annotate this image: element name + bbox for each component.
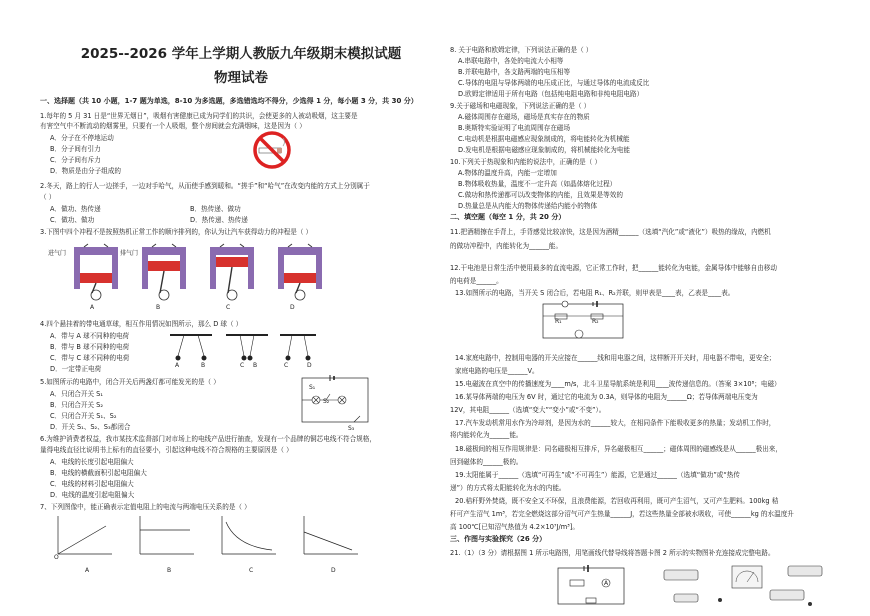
- q7-origin-a: O: [54, 554, 59, 561]
- q9-stem: 9.关于磁场和电磁现象，下列说法正确的是（ ）: [450, 102, 591, 110]
- q7-label-d: D: [331, 567, 336, 574]
- q8-option-d: D.欧姆定律适用于所有电路（包括纯电阻电路和非纯电阻电路）: [458, 90, 644, 98]
- intake-valve-label: 进气门: [48, 250, 67, 257]
- q20-line1: 20.秸秆野外焚烧，既不安全又不环保，且浪费能源，若回收再利用，既可产生沼气，又可产生肥料。100kg 秸: [455, 497, 779, 505]
- q8-option-b: B.并联电路中，各支路两端的电压相等: [458, 68, 571, 76]
- q6-option-b: B．电线的横截面积引起电阻偏大: [50, 469, 147, 477]
- q2-stem-line1: 2.冬天，路上的行人一边搓手，一边对手哈气，从而使手感到暖和。“搓手”和“哈气”在改变内能的方式上分别属于: [40, 182, 370, 190]
- section-choice-heading: 一、选择题（共 10 小题，1-7 题为单选，8-10 为多选题，多选错选均不得分，少选得 1 分，每小题 3 分，共 30 分）: [40, 97, 418, 105]
- q5-stem: 5.如图所示的电路中，闭合开关后两盏灯都可能发光的是（ ）: [40, 378, 220, 386]
- q14-line1: 14.家庭电路中，控制用电器的开关应接在______线和用电器之间，这样断开开关时，用电器不带电，更安全；: [455, 354, 776, 362]
- q14-line2: 家庭电路的电压是______V。: [455, 367, 539, 375]
- q5-option-a: A．只闭合开关 S₁: [50, 390, 103, 398]
- q2-stem-line2: （ ）: [40, 193, 56, 201]
- q6-option-d: D．电线的温度引起电阻偏大: [50, 491, 135, 499]
- engine-stroke-b: [142, 244, 186, 300]
- q2-option-c: C．做功、做功: [50, 216, 95, 224]
- exam-title: 2025--2026 学年上学期人教版九年级期末模拟试题: [80, 46, 402, 62]
- q5-s2-label: S₂: [323, 398, 330, 405]
- q4-option-d: D．一定带正电荷: [50, 365, 102, 373]
- q13-r2-label: R₂: [592, 318, 599, 325]
- q6-option-a: A．电线的长度引起电阻偏大: [50, 458, 134, 466]
- q5-circuit-diagram: [296, 372, 376, 430]
- q16-line1: 16.某导体两端的电压为 6V 时，通过它的电流为 0.3A，则导体的电阻为______Ω；若导体两端电压变为: [455, 393, 758, 401]
- q9-option-c: C.电动机是根据电磁感应现象制成的，将电能转化为机械能: [458, 135, 630, 143]
- q10-option-c: C.做功和热传递都可以改变物体的内能，且效果是等效的: [458, 191, 623, 199]
- q21-physical-circuit-figure: [660, 556, 830, 614]
- q1-option-a: A．分子在不停地运动: [50, 134, 114, 142]
- q1-stem-line2: 有害空气中不断流动的烟雾里，只要有一个人吸烟，整个房间就会充满烟味，这是因为（ ）: [40, 122, 306, 130]
- section-fill-heading: 二、填空题（每空 1 分，共 20 分）: [450, 213, 566, 221]
- ball-label-d: D: [307, 362, 312, 369]
- q4-option-c: C．带与 C 球不同种的电荷: [50, 354, 130, 362]
- q17-line2: 将内能转化为______能。: [450, 431, 523, 439]
- q7-label-c: C: [249, 567, 254, 574]
- q18-line2: 回到磁体的______极的。: [450, 458, 523, 466]
- ball-label-a: A: [175, 362, 180, 369]
- engine-stroke-a: [74, 244, 118, 300]
- q2-option-a: A．做功、热传递: [50, 205, 101, 213]
- q20-line3: 高 100℃[已知沼气热值为 4.2×10⁷J/m³]。: [450, 523, 579, 531]
- q5-option-b: B．只闭合开关 S₂: [50, 401, 104, 409]
- q19-line1: 19.太阳能属于______（选填“可再生”或“不可再生”）能源，它是通过______（选填“做功”或“热传: [455, 471, 740, 479]
- no-smoking-icon: [252, 130, 292, 170]
- engine-label-b: B: [156, 304, 161, 311]
- q4-option-b: B．带与 B 球不同种的电荷: [50, 343, 130, 351]
- engine-strokes-figure: [68, 243, 368, 303]
- q6-stem-line1: 6.为维护消费者权益，我市某技术监督部门对市场上的电线产品进行抽查，发现有一个品牌的铜芯电线不符合规格，: [40, 435, 376, 443]
- q6-stem-line2: 量得电线直径比说明书上标有的直径要小，引起这种电线不符合规格的主要原因是（ ）: [40, 446, 293, 454]
- q21-line: 21.（1）（3 分）请根据图 1 所示电路图，用笔画线代替导线将答题卡图 2 所示的实物图补充连接成完整电路。: [450, 549, 775, 557]
- q10-option-d: D.热量总是从内能大的物体传递给内能小的物体: [458, 202, 598, 210]
- q8-option-a: A.串联电路中，各处的电流大小相等: [458, 57, 564, 65]
- q8-option-c: C.导体的电阻与导体两端的电压成正比，与通过导体的电流成反比: [458, 79, 650, 87]
- q11-line2: 的做功冲程中，内能转化为______能。: [450, 242, 563, 250]
- engine-label-d: D: [290, 304, 295, 311]
- engine-stroke-c: [210, 244, 254, 300]
- ball-label-c1: C: [240, 362, 245, 369]
- q5-s1-label: S₁: [309, 384, 316, 391]
- ball-label-b2: B: [253, 362, 258, 369]
- q1-option-d: D．物质是由分子组成的: [50, 167, 122, 175]
- q7-graphs-figure: [50, 512, 370, 562]
- q10-option-b: B.物体吸收热量，温度不一定升高（如晶体熔化过程）: [458, 180, 617, 188]
- q16-line2: 12V，其电阻______（选填“变大”“变小”或“不变”）。: [450, 406, 606, 414]
- q9-option-b: B.奥斯特实验证明了电流周围存在磁场: [458, 124, 571, 132]
- q11-line1: 11.把酒精擦在手背上，手背感觉比较凉快，这是因为酒精______（选填“汽化”或“液化”）吸热的缘故，内燃机: [450, 228, 771, 236]
- q5-option-d: D．开关 S₁、S₂、S₃都闭合: [50, 423, 131, 431]
- q4-stem: 4.四个悬挂着的带电通草球，相互作用情况如图所示，那么 D 球（ ）: [40, 320, 243, 328]
- engine-label-a: A: [90, 304, 95, 311]
- q15-line: 15.电磁波在真空中的传播速度为____m/s，北斗卫星导航系统是利用____波传递信息的。（答案 3×10⁸；电磁）: [455, 380, 781, 388]
- q2-option-d: D．热传递、热传递: [190, 216, 248, 224]
- q10-option-a: A.物体的温度升高，内能一定增加: [458, 169, 557, 177]
- q18-line1: 18.磁极间的相互作用规律是：同名磁极相互排斥，异名磁极相互______；磁体周围的磁感线是从______极出来，: [455, 445, 782, 453]
- q19-line2: 递”）的方式将太阳能转化为水的内能。: [450, 484, 566, 492]
- q7-stem: 7、下列图像中，能正确表示定值电阻上的电流与两端电压关系的是（ ）: [40, 503, 251, 511]
- q1-option-b: B．分子间有引力: [50, 145, 101, 153]
- q13-circuit-diagram: [535, 298, 635, 344]
- q5-option-c: C．只闭合开关 S₁、S₂: [50, 412, 117, 420]
- ball-label-c2: C: [284, 362, 289, 369]
- q1-option-c: C．分子间有斥力: [50, 156, 101, 164]
- q3-stem: 3.下图中四个冲程不是按照热机正常工作的顺序排列的，你认为让汽车获得动力的冲程是（ ）: [40, 228, 313, 236]
- q8-stem: 8. 关于电路和欧姆定律，下列说法正确的是（ ）: [450, 46, 593, 54]
- q7-label-a: A: [85, 567, 90, 574]
- q12-line1: 12.干电池是日常生活中使用最多的直流电源，它正常工作时，把______能转化为电能，金属导体中能够自由移动: [450, 264, 777, 272]
- q4-option-a: A．带与 A 球不同种的电荷: [50, 332, 130, 340]
- q20-line2: 秆可产生沼气 1m³，若完全燃烧这部分沼气可产生热量______J，若这些热量全部被水吸收，可使______kg 的水温度升: [450, 510, 794, 518]
- q12-line2: 的电荷是______。: [450, 277, 503, 285]
- q17-line1: 17.汽车发动机常用水作为冷却剂，是因为水的______较大，在相同条件下能吸收更多的热量；发动机工作时，: [455, 419, 776, 427]
- engine-label-c: C: [226, 304, 231, 311]
- q2-option-b: B．热传递、做功: [190, 205, 241, 213]
- q7-label-b: B: [167, 567, 172, 574]
- q9-option-d: D.发电机是根据电磁感应现象制成的，将机械能转化为电能: [458, 146, 631, 154]
- q13-r1-label: R₁: [555, 318, 562, 325]
- q21-ammeter-label: A: [604, 580, 609, 587]
- ball-label-b1: B: [201, 362, 206, 369]
- section-experiment-heading: 三、作图与实验探究（26 分）: [450, 535, 547, 543]
- q13-line: 13.如图所示的电路，当开关 S 闭合后，若电阻 R₁、R₂并联，则甲表是____表，乙表是____表。: [455, 289, 735, 297]
- exam-subtitle: 物理试卷: [214, 70, 268, 86]
- q10-stem: 10.下列关于热现象和内能的说法中，正确的是（ ）: [450, 158, 602, 166]
- exhaust-valve-label: 排气门: [120, 250, 139, 257]
- q6-option-c: C．电线的材料引起电阻偏大: [50, 480, 134, 488]
- q1-stem-line1: 1.每年的 5 月 31 日是“世界无烟日”，吸烟有害健康已成为同学们的共识，会使更多的人被动吸烟，这主要是: [40, 112, 358, 120]
- q21-circuit-diagram: [548, 558, 648, 612]
- q5-s3-label: S₃: [348, 425, 355, 432]
- q9-option-a: A.磁体周围存在磁场，磁场是真实存在的物质: [458, 113, 590, 121]
- engine-stroke-d: [278, 244, 322, 300]
- column-divider: [445, 30, 447, 610]
